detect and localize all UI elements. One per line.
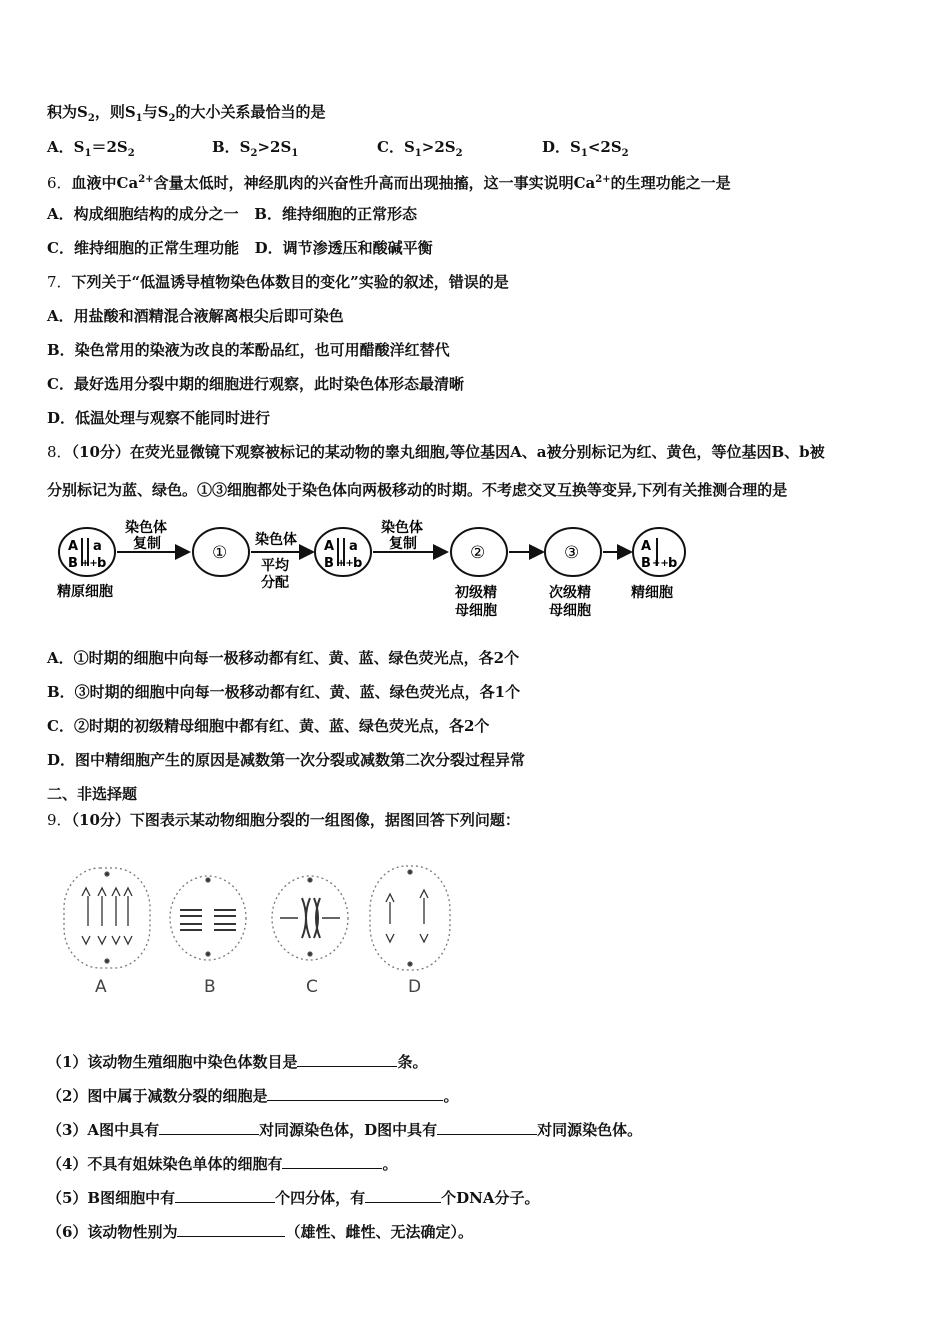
sub-question-text: （雄性、雌性、无法确定）。 [285,1223,473,1241]
q7-option-b[interactable]: B．染色常用的染液为改良的苯酚品红，也可用醋酸洋红替代 [47,341,450,359]
arrow-label: 分配 [261,575,289,591]
sperm-label: 精细胞 [631,585,673,601]
section-heading: 二、非选择题 [47,785,138,803]
option-sub: 2 [250,148,258,159]
answer-blank[interactable] [177,1222,285,1237]
spermatogonium-cell [59,528,115,576]
gene-label: b [353,556,363,571]
arrow-label: 复制 [389,536,417,552]
q9-sub-1 [47,1052,427,1072]
q5-sub: 2 [87,113,95,124]
gene-label: A [324,539,335,554]
cell-figure-a [64,868,150,968]
q5-stem-text: 与S [142,103,169,121]
option-sub: 1 [580,148,588,159]
cell-label-c: C [306,977,318,997]
q5-stem [47,102,325,129]
answer-blank[interactable] [175,1188,275,1203]
q7-stem-text: 下列关于“低温诱导植物染色体数目的变化”实验的叙述，错误的是 [71,273,509,291]
gene-label: a [349,539,358,554]
sub-question-text: （6）该动物性别为 [47,1223,178,1241]
sub-question-text: （1）该动物生殖细胞中染色体数目是 [47,1053,298,1071]
sub-question-text: （4）不具有姐妹染色单体的细胞有 [47,1155,283,1173]
answer-blank[interactable] [282,1154,382,1169]
cell-division-figures [58,858,458,1003]
gene-label: b [668,556,678,571]
q9-sub-2 [47,1086,458,1106]
primary-spermatocyte-label: 母细胞 [455,603,497,619]
sub-question-text: 对同源染色体。 [537,1121,643,1139]
sub-question-text: 条。 [397,1053,428,1071]
q7-stem [47,272,509,292]
gene-label: a [93,539,102,554]
gene-label: A [641,539,652,554]
q9-sub-5 [47,1188,540,1208]
q9-stem-text: （10分）下图表示某动物细胞分裂的一组图像，据图回答下列问题： [71,811,520,829]
q5-stem-text: 积为S [47,103,88,121]
q8-stem-line-2: 分别标记为蓝、绿色。①③细胞都处于染色体向两极移动的时期。不考虑交叉互换等变异,下列有关推测合理的是 [47,481,788,499]
q7-option-d[interactable]: D．低温处理与观察不能同时进行 [47,409,271,427]
stage-number: ③ [564,543,580,563]
q6-stem [47,170,731,193]
arrow-label: 平均 [261,558,289,574]
q5-stem-text: ，则S [94,103,136,121]
cell-figure-d [370,866,450,970]
option-text: ＝2S [91,138,128,156]
arrow-label: 复制 [133,536,161,552]
q5-option-b[interactable] [212,137,298,164]
cell-figure-c [272,876,348,960]
meiosis-flow-diagram [55,512,705,624]
gene-label: B [324,556,334,571]
cell-label-b: B [204,977,216,997]
q5-option-d[interactable] [542,137,629,164]
q6-options-row-2[interactable]: C．维持细胞的正常生理功能 D．调节渗透压和酸碱平衡 [47,239,433,257]
spermatogonium-label: 精原细胞 [57,584,113,600]
q7-option-a[interactable]: A．用盐酸和酒精混合液解离根尖后即可染色 [47,307,344,325]
q6-sup: 2+ [595,174,611,185]
gene-label: B [641,556,651,571]
q8-option-c[interactable]: C．②时期的初级精母细胞中都有红、黄、蓝、绿色荧光点，各2个 [47,717,490,735]
q9-sub-6 [47,1222,473,1242]
secondary-spermatocyte-label: 母细胞 [549,603,591,619]
cell-figure-b [170,876,246,960]
option-text: >2S [421,138,456,156]
sub-question-text: 个四分体，有 [275,1189,366,1207]
sub-question-text: （5）B图细胞中有 [47,1189,176,1207]
question-number: 7． [47,273,72,291]
option-sub: 2 [621,148,629,159]
q6-stem-text: 含量太低时，神经肌肉的兴奋性升高而出现抽搐，这一事实说明Ca [153,174,596,192]
stage-number: ① [212,543,228,563]
q5-sub: 2 [168,113,176,124]
arrow-label: 染色体 [125,520,167,536]
answer-blank[interactable] [267,1086,443,1101]
q9-sub-3 [47,1120,642,1140]
stage-number: ② [470,543,486,563]
answer-blank[interactable] [297,1052,397,1067]
sub-question-text: 个DNA分子。 [441,1189,540,1207]
primary-spermatocyte-label: 初级精 [455,585,497,601]
arrow-label: 染色体 [255,532,297,548]
option-sub: 1 [414,148,422,159]
answer-blank[interactable] [159,1120,259,1135]
q5-option-a[interactable] [47,137,135,164]
q8-option-a[interactable]: A．①时期的细胞中向每一极移动都有红、黄、蓝、绿色荧光点，各2个 [47,649,520,667]
cell-label-a: A [95,977,107,997]
option-text: C．S [377,138,415,156]
centromere-marks: ++ [81,558,98,569]
q9-stem [47,810,520,830]
gene-label: B [68,556,78,571]
question-number: 8． [47,443,72,461]
secondary-spermatocyte-label: 次级精 [549,585,591,601]
option-sub: 1 [291,148,299,159]
q5-stem-text: 的大小关系最恰当的是 [175,103,326,121]
q5-sub: 1 [135,113,143,124]
question-number: 6． [47,174,72,192]
centromere-marks: ++ [337,558,354,569]
sub-question-text: 。 [382,1155,398,1173]
sub-question-text: （2）图中属于减数分裂的细胞是 [47,1087,268,1105]
sperm-cell [633,528,685,576]
sub-question-text: 对同源染色体，D图中具有 [259,1121,438,1139]
q8-stem-line-1 [47,442,825,462]
q8-option-d[interactable]: D．图中精细胞产生的原因是减数第一次分裂或减数第二次分裂过程异常 [47,751,526,769]
option-text: <2S [587,138,622,156]
q8-option-b[interactable]: B．③时期的细胞中向每一极移动都有红、黄、蓝、绿色荧光点，各1个 [47,683,521,701]
q6-sup: 2+ [138,174,154,185]
option-text: >2S [257,138,292,156]
option-text: B．S [212,138,251,156]
q6-stem-text: 的生理功能之一是 [610,174,731,192]
gene-label: A [68,539,79,554]
sub-question-text: 。 [443,1087,459,1105]
cell-with-genes [315,528,371,576]
q8-stem-text: （10分）在荧光显微镜下观察被标记的某动物的睾丸细胞,等位基因A、a被分别标记为红、黄色，等位基因B、b被 [71,443,825,461]
option-sub: 2 [127,148,135,159]
option-text: A．S [47,138,85,156]
gene-label: b [97,556,107,571]
cell-label-d: D [408,977,422,997]
question-number: 9． [47,811,72,829]
sub-question-text: （3）A图中具有 [47,1121,160,1139]
arrow-label: 染色体 [381,520,423,536]
q6-stem-text: 血液中Ca [71,174,139,192]
centromere-marks: ++ [652,558,669,569]
answer-blank[interactable] [437,1120,537,1135]
q6-options-row-1[interactable]: A．构成细胞结构的成分之一 B．维持细胞的正常形态 [47,205,417,223]
q5-option-c[interactable] [377,137,463,164]
q9-sub-4 [47,1154,397,1174]
answer-blank[interactable] [365,1188,441,1203]
q7-option-c[interactable]: C．最好选用分裂中期的细胞进行观察，此时染色体形态最清晰 [47,375,464,393]
option-sub: 2 [455,148,463,159]
option-sub: 1 [84,148,92,159]
option-text: D．S [542,138,581,156]
